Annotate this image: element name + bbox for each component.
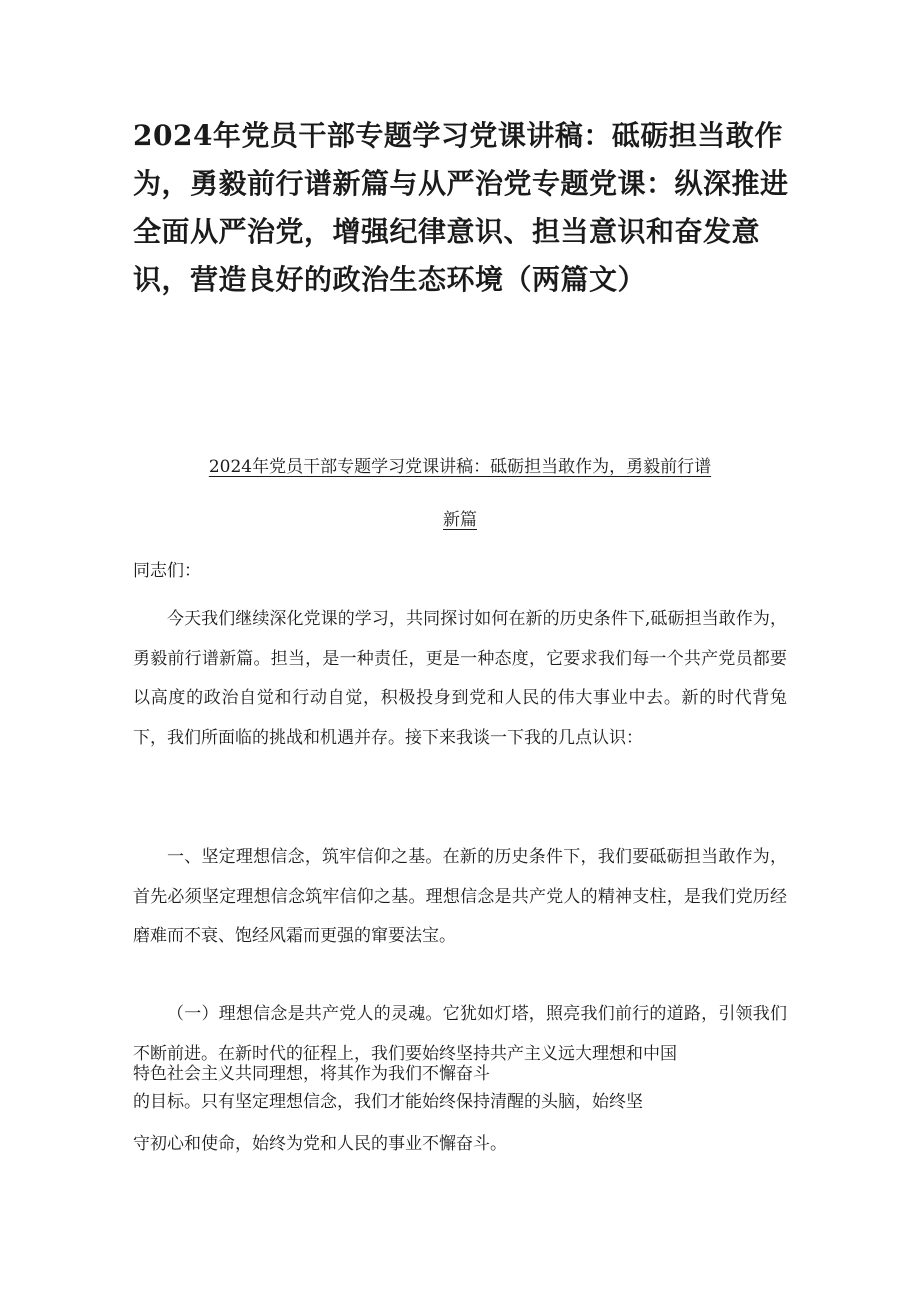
greeting: 同志们： [133,561,201,581]
paragraph-intro: 今天我们继续深化党课的学习，共同探讨如何在新的历史条件下,砥砺担当敢作为，勇毅前行谱新篇。担当，是一种责任，更是一种态度，它要求我们每一个共产党员都要以高度的政治自觉和行动自觉，积极投身到党和人民的伟大事业中去。新的时代背兔下，我们所面临的挑战和机遇并存。接下来我谈一下我的几点认识： [133,609,787,748]
text-line-ideals: 特色社会主义共同理想，将其作为我们不懈奋斗 [133,1064,490,1084]
section-title-line-1: 2024年党员干部专题学习党课讲稿：砥砺担当敢作为，勇毅前行谱 [208,457,712,477]
text-line-goals: 的目标。只有坚定理想信念，我们才能始终保持清醒的头脑，始终坚 [133,1092,643,1112]
paragraph-point-one: 一、坚定理想信念，筑牢信仰之基。在新的历史条件下，我们要砥砺担当敢作为，首先必须坚定理想信念筑牢信仰之基。理想信念是共产党人的精神支柱，是我们党历经磨难而不衰、饱经风霜而更强的窜要法宝。 [133,847,787,946]
paragraph-subpoint-one: （一）理想信念是共产党人的灵魂。它犹如灯塔，照亮我们前行的道路，引领我们不断前进。在新时代的征程上，我们要始终坚持共产主义远大理想和中国 [133,1004,787,1064]
text-line-mission: 守初心和使命，始终为党和人民的事业不懈奋斗。 [133,1134,507,1154]
section-title-line-2: 新篇 [443,510,477,530]
document-main-title: 2024年党员干部专题学习党课讲稿：砥砺担当敢作为，勇毅前行谱新篇与从严治党专题党课：纵深推进全面从严治党，增强纪律意识、担当意识和奋发意识，营造良好的政治生态环境（两篇文） [133,119,789,296]
